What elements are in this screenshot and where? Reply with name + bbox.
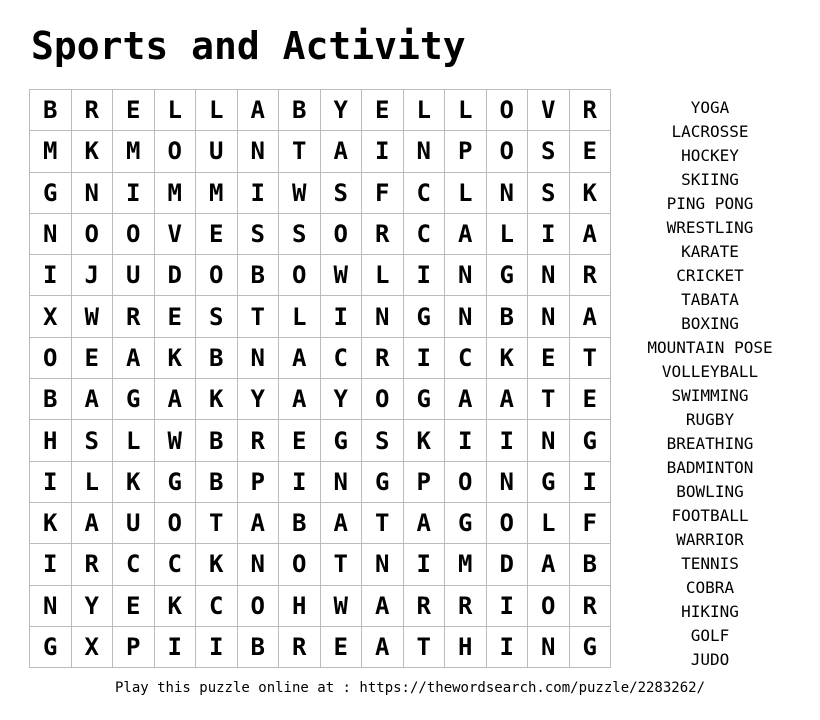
grid-cell: K [113,462,155,503]
grid-cell: P [445,131,487,172]
grid-cell: G [445,503,487,544]
grid-cell: H [279,586,321,627]
grid-cell: T [238,296,280,337]
grid-cell: L [528,503,570,544]
grid-cell: R [72,544,114,585]
word-list-item: SKIING [681,170,739,189]
grid-cell: I [528,214,570,255]
grid-cell: N [404,131,446,172]
grid-cell: P [238,462,280,503]
grid-cell: W [155,420,197,461]
grid-cell: N [528,296,570,337]
grid-cell: A [487,379,529,420]
word-list-item: BOWLING [676,482,744,501]
grid-cell: T [528,379,570,420]
grid-cell: S [528,173,570,214]
word-list-item: WRESTLING [666,218,754,237]
grid-cell: B [30,379,72,420]
grid-cell: A [362,627,404,668]
grid-cell: S [362,420,404,461]
grid-cell: K [196,544,238,585]
grid-cell: K [196,379,238,420]
grid-cell: E [321,627,363,668]
grid-cell: I [30,462,72,503]
grid-cell: I [404,544,446,585]
grid-cell: V [155,214,197,255]
grid-cell: G [321,420,363,461]
grid-cell: D [155,255,197,296]
grid-cell: A [113,338,155,379]
grid-cell: G [487,255,529,296]
grid-cell: M [155,173,197,214]
grid-cell: S [321,173,363,214]
grid-cell: O [196,255,238,296]
word-list-item: WARRIOR [676,530,744,549]
grid-cell: C [404,214,446,255]
grid-cell: A [528,544,570,585]
grid-cell: B [279,90,321,131]
grid-cell: B [238,627,280,668]
word-list-item: VOLLEYBALL [661,362,759,381]
grid-cell: X [72,627,114,668]
grid-cell: I [570,462,612,503]
grid-cell: W [321,255,363,296]
grid-cell: A [279,379,321,420]
grid-cell: O [528,586,570,627]
grid-cell: A [238,503,280,544]
grid-cell: Y [321,379,363,420]
word-list-item: COBRA [685,578,735,597]
grid-cell: O [238,586,280,627]
word-list-item: RUGBY [685,410,735,429]
grid-cell: L [445,173,487,214]
word-list-item: TENNIS [681,554,739,573]
grid-cell: N [30,214,72,255]
grid-cell: R [404,586,446,627]
word-list-item: HIKING [681,602,739,621]
grid-cell: S [196,296,238,337]
grid-cell: B [279,503,321,544]
grid-cell: J [72,255,114,296]
grid-cell: O [487,90,529,131]
grid-cell: X [30,296,72,337]
grid-cell: G [30,627,72,668]
grid-cell: A [362,586,404,627]
grid-cell: W [72,296,114,337]
grid-cell: O [155,131,197,172]
grid-cell: I [487,420,529,461]
grid-cell: I [362,131,404,172]
grid-cell: N [321,462,363,503]
grid-cell: L [487,214,529,255]
grid-cell: R [570,90,612,131]
grid-cell: D [487,544,529,585]
grid-cell: K [570,173,612,214]
grid-cell: W [321,586,363,627]
grid-cell: T [362,503,404,544]
grid-cell: T [404,627,446,668]
grid-cell: M [30,131,72,172]
grid-cell: R [279,627,321,668]
grid-cell: K [155,338,197,379]
grid-cell: I [30,544,72,585]
grid-cell: G [362,462,404,503]
word-list-item: BADMINTON [666,458,754,477]
grid-cell: N [487,173,529,214]
grid-cell: Y [72,586,114,627]
grid-cell: O [279,544,321,585]
grid-cell: H [30,420,72,461]
grid-cell: E [155,296,197,337]
grid-cell: N [528,627,570,668]
word-list-item: KARATE [681,242,739,261]
word-list-item: YOGA [690,98,730,117]
grid-cell: G [30,173,72,214]
grid-cell: O [30,338,72,379]
grid-cell: T [321,544,363,585]
grid-cell: Y [238,379,280,420]
grid-cell: K [155,586,197,627]
grid-cell: E [72,338,114,379]
grid-cell: L [404,90,446,131]
grid-cell: G [404,296,446,337]
grid-cell: I [487,627,529,668]
grid-cell: L [362,255,404,296]
grid-cell: O [487,131,529,172]
grid-cell: A [72,503,114,544]
grid-cell: O [362,379,404,420]
grid-cell: K [30,503,72,544]
grid-cell: N [362,544,404,585]
grid-cell: A [321,131,363,172]
grid-cell: R [570,586,612,627]
grid-cell: F [362,173,404,214]
grid-cell: A [72,379,114,420]
grid-cell: O [155,503,197,544]
grid-cell: T [196,503,238,544]
grid-cell: O [113,214,155,255]
grid-cell: R [113,296,155,337]
word-list-item: TABATA [681,290,739,309]
word-list-item: JUDO [690,650,730,669]
grid-cell: I [196,627,238,668]
grid-cell: A [570,296,612,337]
grid-cell: S [528,131,570,172]
grid-cell: L [155,90,197,131]
grid-cell: C [445,338,487,379]
grid-cell: N [238,544,280,585]
word-list-item: MOUNTAIN POSE [647,338,773,357]
grid-cell: A [570,214,612,255]
grid-cell: G [155,462,197,503]
grid-cell: N [528,255,570,296]
grid-cell: O [279,255,321,296]
grid-cell: P [113,627,155,668]
grid-cell: M [445,544,487,585]
grid-cell: T [570,338,612,379]
grid-cell: R [238,420,280,461]
grid-cell: I [487,586,529,627]
grid-cell: E [528,338,570,379]
grid-cell: L [279,296,321,337]
grid-cell: L [113,420,155,461]
grid-cell: H [445,627,487,668]
grid-cell: G [113,379,155,420]
grid-cell: B [487,296,529,337]
grid-cell: N [528,420,570,461]
grid-cell: N [72,173,114,214]
grid-cell: R [362,338,404,379]
page-title: Sports and Activity [31,24,466,68]
grid-cell: R [570,255,612,296]
grid-cell: B [570,544,612,585]
grid-cell: B [30,90,72,131]
grid-cell: E [279,420,321,461]
grid-cell: U [113,503,155,544]
grid-cell: V [528,90,570,131]
grid-cell: C [404,173,446,214]
grid-cell: G [528,462,570,503]
word-list-item: GOLF [690,626,730,645]
grid-cell: N [30,586,72,627]
word-list-item: HOCKEY [681,146,739,165]
grid-cell: A [404,503,446,544]
grid-cell: G [404,379,446,420]
grid-cell: N [362,296,404,337]
grid-cell: E [113,586,155,627]
grid-cell: C [155,544,197,585]
grid-cell: R [362,214,404,255]
grid-cell: E [196,214,238,255]
grid-cell: C [321,338,363,379]
grid-cell: N [445,296,487,337]
grid-cell: G [570,420,612,461]
grid-cell: L [196,90,238,131]
grid-cell: K [487,338,529,379]
grid-cell: I [238,173,280,214]
grid-cell: K [404,420,446,461]
grid-cell: I [279,462,321,503]
word-list-item: FOOTBALL [671,506,749,525]
grid-cell: O [487,503,529,544]
grid-cell: A [321,503,363,544]
grid-cell: Y [321,90,363,131]
grid-cell: U [196,131,238,172]
grid-cell: R [445,586,487,627]
grid-cell: M [196,173,238,214]
grid-cell: N [238,131,280,172]
grid-cell: S [72,420,114,461]
grid-cell: I [321,296,363,337]
grid-cell: W [279,173,321,214]
grid-cell: T [279,131,321,172]
grid-cell: U [113,255,155,296]
grid-cell: N [238,338,280,379]
letter-grid [29,89,611,668]
word-list-item: LACROSSE [671,122,749,141]
grid-cell: L [72,462,114,503]
footer-link-text: Play this puzzle online at : https://thewordsearch.com/puzzle/2283262/ [114,680,705,696]
grid-cell: O [445,462,487,503]
grid-cell: E [113,90,155,131]
grid-cell: I [30,255,72,296]
word-list-item: BREATHING [666,434,754,453]
grid-cell: C [113,544,155,585]
grid-cell: K [72,131,114,172]
grid-cell: L [445,90,487,131]
word-list-item: BOXING [681,314,739,333]
grid-cell: A [445,379,487,420]
grid-cell: G [570,627,612,668]
grid-cell: A [155,379,197,420]
word-list [630,96,790,672]
grid-cell: I [445,420,487,461]
grid-cell: B [196,338,238,379]
word-list-item: CRICKET [676,266,744,285]
grid-cell: B [238,255,280,296]
grid-cell: I [404,255,446,296]
grid-cell: E [570,131,612,172]
grid-cell: C [196,586,238,627]
grid-cell: A [238,90,280,131]
grid-cell: E [362,90,404,131]
word-list-item: SWIMMING [671,386,749,405]
grid-cell: B [196,462,238,503]
grid-cell: E [570,379,612,420]
grid-cell: B [196,420,238,461]
grid-cell: M [113,131,155,172]
grid-cell: I [113,173,155,214]
grid-cell: N [487,462,529,503]
grid-cell: N [445,255,487,296]
grid-cell: A [445,214,487,255]
grid-cell: S [238,214,280,255]
grid-cell: I [404,338,446,379]
grid-cell: O [72,214,114,255]
grid-cell: A [279,338,321,379]
grid-cell: O [321,214,363,255]
grid-cell: S [279,214,321,255]
word-list-item: PING PONG [666,194,754,213]
grid-cell: P [404,462,446,503]
grid-cell: R [72,90,114,131]
grid-cell: I [155,627,197,668]
grid-cell: F [570,503,612,544]
